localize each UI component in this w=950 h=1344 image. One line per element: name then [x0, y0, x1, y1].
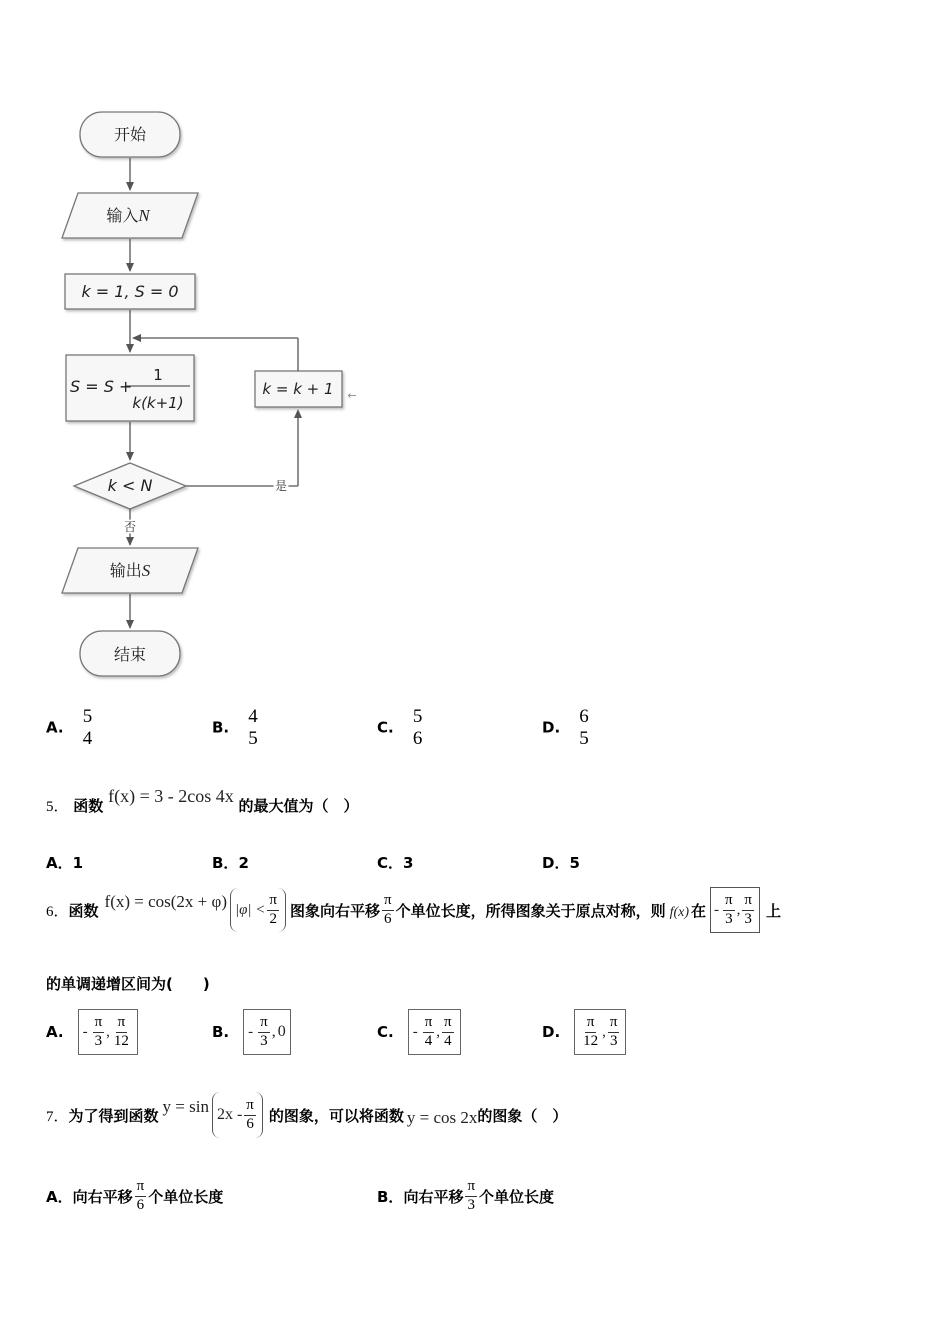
flow-end-label: 结束 — [113, 645, 147, 664]
option-fraction: 6 5 — [579, 706, 589, 749]
q6-mid2: 个单位长度，所得图象关于原点对称，则 — [395, 901, 666, 920]
q6-condition: |φ| < $\frac{\pi}{2}$ — [230, 888, 286, 932]
q5-number: 5． — [46, 799, 69, 815]
q4-option-a[interactable] — [46, 707, 96, 749]
q6-interval: - $\frac{\pi}{3}$ , $\frac{\pi}{3}$ — [710, 887, 760, 933]
flow-update-k-label: k = k + 1 — [262, 380, 334, 398]
return-mark: ← — [347, 389, 357, 402]
q4-option-c[interactable] — [377, 707, 426, 749]
q6-fx: f(x) — [669, 905, 690, 920]
svg-text:输出S — [110, 561, 151, 580]
flow-update-s-left: S = S + — [70, 377, 133, 396]
option-fraction: 5 4 — [82, 706, 93, 749]
q6-prefix: 函数 — [68, 901, 99, 920]
flow-init-label: k = 1, S = 0 — [81, 282, 179, 301]
interval: - $\frac{\pi}{3}$ , 0 — [243, 1009, 291, 1055]
option-fraction: 4 5 — [248, 706, 258, 749]
q7-formula2: y = cos 2x — [406, 1108, 478, 1127]
q5-option-b[interactable]: B．2 — [212, 854, 249, 872]
q5-formula: f(x) = 3 - 2cos 4x — [108, 786, 234, 806]
q6-number: 6． — [46, 903, 69, 920]
q7-prefix: 为了得到函数 — [68, 1106, 159, 1125]
interval: $\frac{\pi}{12}$ , $\frac{\pi}{3}$ — [574, 1009, 626, 1055]
q7-number: 7． — [46, 1108, 69, 1125]
q5-suffix: 的最大值为（ ） — [238, 797, 359, 815]
svg-text:输入N — [106, 206, 151, 225]
q5-option-a[interactable]: A．1 — [46, 854, 84, 872]
option-label: B. — [212, 718, 230, 737]
q7-mid: 的图象，可以将函数 — [268, 1106, 404, 1125]
option-label: D. — [542, 718, 561, 737]
q6-stem — [46, 885, 916, 935]
q6-stem-line2: 的单调递增区间为( ) — [46, 975, 210, 993]
q4-option-b[interactable] — [212, 707, 262, 749]
flow-input-var: N — [138, 206, 150, 225]
q7-formula-left: y = sin — [162, 1097, 209, 1116]
q7-inner-paren: 2x - $\frac{\pi}{6}$ — [212, 1092, 263, 1138]
q6-option-d[interactable]: D. $\frac{\pi}{12}$ , $\frac{\pi}{3}$ — [542, 1008, 626, 1056]
q6-formula: f(x) = cos(2x + φ) — [104, 892, 227, 911]
option-fraction: 5 6 — [412, 706, 423, 749]
flow-update-s-den: k(k+1) — [132, 394, 184, 412]
flow-output-var: S — [141, 561, 151, 580]
q6-option-b[interactable]: B. - $\frac{\pi}{3}$ , 0 — [212, 1008, 291, 1056]
flow-output-label: 输出 — [109, 561, 142, 580]
q6-end1: 上 — [765, 901, 781, 920]
q5-stem — [46, 786, 359, 816]
flow-input-label: 输入 — [106, 206, 139, 225]
flowchart — [0, 0, 420, 700]
flow-no-label: 否 — [123, 520, 137, 534]
q7-suffix: 的图象（ ） — [477, 1106, 568, 1125]
q6-mid1: 图象向右平移 — [289, 901, 380, 920]
flow-yes-label: 是 — [274, 479, 288, 493]
q7-stem — [46, 1090, 567, 1140]
flow-start-label: 开始 — [113, 125, 147, 144]
flow-condition-label: k < N — [107, 476, 153, 495]
q5-option-c[interactable]: C．3 — [377, 854, 414, 872]
flow-update-s-num: 1 — [153, 366, 163, 384]
option-label: C. — [377, 718, 394, 737]
q6-option-c[interactable]: C. - $\frac{\pi}{4}$ , $\frac{\pi}{4}$ — [377, 1008, 461, 1056]
q6-mid3: 在 — [691, 901, 707, 920]
q4-option-d[interactable] — [542, 707, 593, 749]
q5-prefix: 函数 — [73, 797, 104, 815]
option-label: A. — [46, 718, 64, 737]
q6-option-a[interactable]: A. - $\frac{\pi}{3}$ , $\frac{\pi}{12}$ — [46, 1008, 138, 1056]
interval: - $\frac{\pi}{3}$ , $\frac{\pi}{12}$ — [78, 1009, 138, 1055]
q7-option-b[interactable]: B． 向右平移 $\frac{\pi}{3}$ 个单位长度 — [377, 1177, 555, 1213]
q6-shift-fraction: $\frac{\pi}{6}$ — [384, 891, 392, 927]
q5-option-d[interactable]: D．5 — [542, 854, 580, 872]
interval: - $\frac{\pi}{4}$ , $\frac{\pi}{4}$ — [408, 1009, 461, 1055]
q7-option-a[interactable]: A． 向右平移 $\frac{\pi}{6}$ 个单位长度 — [46, 1177, 224, 1213]
